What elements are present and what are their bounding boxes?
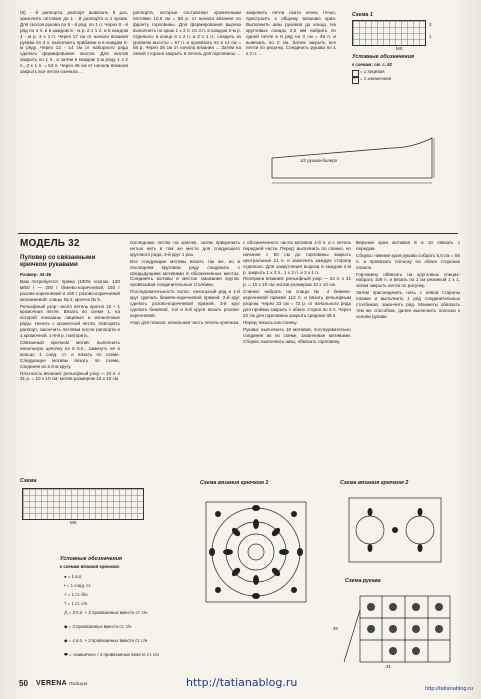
watermark-url[interactable]: http://tatianablog.ru xyxy=(186,676,298,689)
sleeve-bolero-diagram xyxy=(262,128,452,193)
slip-stitch-icon: • xyxy=(64,583,66,588)
page-number: 50 xyxy=(19,679,28,688)
scheme1-row-3: 3 xyxy=(429,22,432,27)
section-divider xyxy=(18,233,458,234)
scheme1-grid xyxy=(352,20,426,46)
sleeve-scheme-label: Схема рукава xyxy=(345,578,381,584)
crochet-motif-1 xyxy=(196,492,316,612)
crochet-motif-2 xyxy=(345,492,445,568)
legend-sub-bottom: к схемам вязания крючком: xyxy=(60,564,121,569)
scheme1-ms: MS xyxy=(396,46,403,51)
single-crochet-icon: + xyxy=(64,592,67,597)
top-text-col-2: раппорта, которые составляют кромочными петлями 10,5 см = 58 р. от начала вязания по фронту горловины. Для формирования выреза выполнить по краю 1 x 2 п. по 3 п. в каждом 2-м р. отдельно, в конце 3 x 2 п. и 2 x 1 п., следить за уровнем высоты = 57 п. и провязать по в 14 см = 56 р. Через 36 см от начала вязания ... Затем на левой стороне закрыть 6 петель для горловины ... xyxy=(133,10,241,57)
double-crochet-icon: † xyxy=(64,601,67,606)
legend-title-bottom: Условные обозначения xyxy=(60,556,123,562)
legend-sub-top: к схемам: см. с. 62 xyxy=(352,62,392,67)
crochet-scheme-2-label: Схема вязания крючком 2 xyxy=(340,480,409,486)
bottom-scheme-ms: MS xyxy=(70,520,77,525)
cluster-4-icon: ◆ xyxy=(64,638,68,643)
legend-crochet-item-8: ⬬ = «шишечка» / 4 провязанных вместе ст. с/н xyxy=(64,652,159,657)
brand-logo xyxy=(36,680,87,687)
model-text-col-1: Размер: 34-36 Вам потребуется: пряжа (100% хлопок, 130 м/50 г — 200 г бежево-коричневой, 150 г розово-коричневой и 150 г розово-коричневой меланжевой; спицы № 4; крючок № 5. Рельефный узор: число петель кратно 16 + 1 кромочная петля. Вязать по схеме 1, на которой показаны лицевые и изнаночные ряды. Начать с кромочной петли, повторять раппорт, закончить петлями после раппорта и 1 кромочной. 1-8-й р. повторять. Связанный крючком мотив: выполнить начальную цепочку из 8 в.п., замкнуть её в кольцо 1 соед. ст. и вязать по схеме. Следующие мотивы вязать по схеме, соединяя их в 6-м кругу. Плотность вязания: рельефный узор — 24 п. х 31 р. = 10 х 10 см; мотив размером 10 х 10 см. xyxy=(20,272,120,382)
legend-crochet-item-1: ● = 1 в.п. xyxy=(64,574,83,579)
legend-item-knit: = 1 лицевая xyxy=(360,69,385,74)
model-title: МОДЕЛЬ 32 xyxy=(20,238,80,249)
chain-icon: ● xyxy=(64,574,67,579)
model-text-col-2: последнюю петлю на крючке, затем прикрепить нитью нить в том же месте для следующего кругового ряда, 2-й круг 1 раз. Все следующие мотивы вязать так же, но в последнем круговом ряду соединить с предыдущими мотивами в обозначенных местах. Соединять мотивы в местах смыкания кругов, провязывая соединительные столбики. Последовательность полос: начальный ряд и 1-й круг сделать бежево-коричневой пряжей, 2-й круг сделать розово-коричневой пряжей, 3-й круг сделать бежевой, 4-й и 5-й круги вязать розово-коричневой. Узор для планок: начальная часть петель крючком. xyxy=(130,240,240,325)
sleeve-dim-40: 40 xyxy=(333,626,338,631)
legend-crochet-item-5: ⋀ = 3 в.п. + 2 провязанных вместе ст. с/н xyxy=(64,610,148,615)
legend-crochet-item-6: ◆ = 3 провязанных вместе ст. с/н xyxy=(64,624,132,629)
scheme1-row-1: 1 xyxy=(429,34,432,39)
crochet-scheme-1-label: Схема вязания крючком 1 xyxy=(200,480,269,486)
brand-sub: Подиум xyxy=(68,681,88,686)
sleeve-dim-31: 31 xyxy=(386,664,391,669)
model-text-col-4: Верхние края мотивов 9 и 10 связать с передом. Сборка: нижние края рукава собрать 5,5 см = 56 п. и провязать полоску на обеих сторонах планок. Горловину обвязать на кругловых спицах: набрать 108 п. и вязать по 1 см резинкой 1 x 1, затем закрыть петли по рисунку. Затем присоединить нить с левой стороны планки и выполнить 1 ряд соединительных столбиков, закончить ряд. Манжеты обвязать тем же способом, далее выполнить полоски к основе рукава. xyxy=(356,240,460,319)
legend-crochet-item-7: ◆ = 4 в.п. + 3 провязанных вместе ст. с/н xyxy=(64,638,148,643)
model-text-col-3: с обозначенного числа мотивов 1-й п. и с петель передней части. Перед: выполнить по спинке, но начиная с 50 см до горловины закрыть центральные 21 п. и закончить каждую сторону отдельно. Для закругления выреза в каждом 2-м р. закрыть 1 x 3 п., 1 x 2 п. и 2 x 1 п. Пелерина вязания: рельефный узор — 24 п. х 31 р. = 10 х 10 см; мотив размером 10 х 10 см. Спинка: набрать на спицы № 4 бежево-коричневой пряжей 113 п. и вязать рельефным узором. Через 23 см = 72 р. от начального ряда для проймы закрыть с обеих сторон по 3 п. Через 22 см для горловины закрыть средние 39 п. Перед: вязать как спинку. Рукава: выполнить 10 мотивов, последовательно соединяя их по схеме, заканчивая мотивами. Сборка: выполнить швы, обвязать горловину. xyxy=(243,240,351,344)
bobble-icon: ⬬ xyxy=(64,652,68,657)
legend-title-top: Условные обозначения xyxy=(352,54,415,60)
bottom-scheme-grid xyxy=(22,488,144,520)
scheme1-label: Схема 1 xyxy=(352,12,373,18)
brand-name: VERENA xyxy=(36,680,67,687)
legend-crochet-item-4: † = 1 ст. с/н xyxy=(64,601,88,606)
legend-symbol-purl: – xyxy=(353,75,356,81)
watermark-url-small[interactable]: http://tatianablog.ru xyxy=(425,686,473,692)
sleeve-scheme-diagram xyxy=(340,590,455,670)
cluster-2-icon: ⋀ xyxy=(64,610,68,615)
bottom-scheme-label: Схема xyxy=(20,478,37,484)
sleeve-bolero-label: 1/2 рукава-болеро xyxy=(300,158,338,163)
top-text-col-1: (6) - й раппорта, раппорт вывязать 5 раз, закончить петлями до 1 - й раппорта и 1 кромк. Для скосов рукава по 6 - й ряд, по 1 п. Через 8 - й ряд по 4 п. и в каждом 6 - м р. 2 x 1 п. и в каждом 4 - м р. 3 x 1 п. Через 17 см от начала вязания рукава по 3 п. выполнить прибавки и в каждом 6-м ряду. Через 12 - 14 см от наборного ряда сделать формирование окатов. Для окатов закрыть по 1 п., а затем в каждом 2-м ряду 1 x 2 п., 2 x 1 п. = 63 п. Через 46 см от начала вязания закрыть все петли сначала ... xyxy=(20,10,128,75)
legend-crochet-item-3: + = 1 ст. б/н xyxy=(64,592,88,597)
cluster-3-icon: ◆ xyxy=(64,624,68,629)
model-subtitle: Пуловер со связанными крючком рукавами xyxy=(20,254,96,268)
top-text-col-3: закрепить петли оката очень точно, пристроить к общему вязанию края. Выполнить швы рукавов до конца. На кругловых спицах 2,5 мм набрать по одной петле в 8 ряд на 3 см = 46 п. и вывязать по 2 см. Затем закрыть все петли по рисунку. Соединить рукава по 1 x 2 п. ... xyxy=(246,10,336,57)
legend-item-purl: = 1 изнаночная xyxy=(360,76,392,81)
legend-crochet-item-2: • = 1 соед. ст. xyxy=(64,583,92,588)
